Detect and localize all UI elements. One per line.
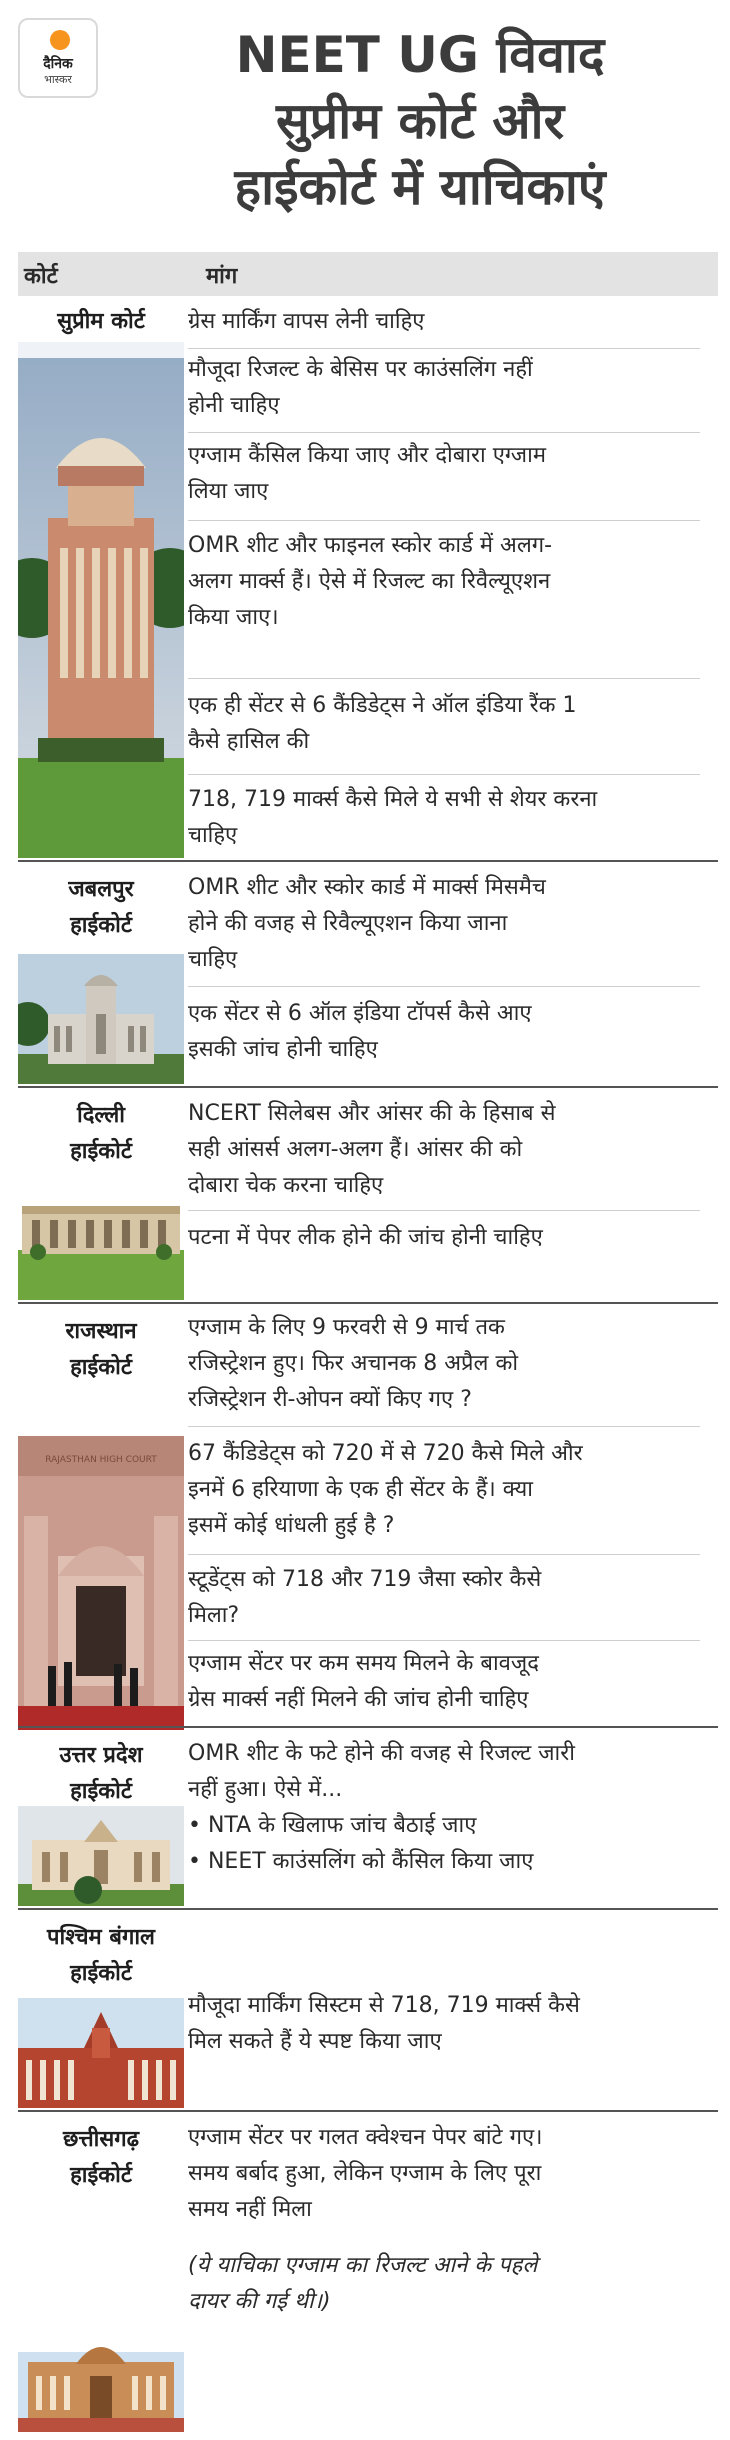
court-name-uttar-pradesh: [18, 1738, 184, 1810]
court-name-delhi: [18, 1098, 184, 1170]
supreme-court-building-image: [18, 298, 184, 858]
demand-item: [188, 1220, 700, 1256]
demand-text: नहीं हुआ। ऐसे में...: [188, 1777, 343, 1802]
demand-text: इसकी जांच होनी चाहिए: [188, 1037, 378, 1062]
demand-text: • NTA के खिलाफ जांच बैठाई जाए: [188, 1813, 477, 1838]
demand-text: लिया जाए: [188, 479, 269, 504]
demand-item: [188, 688, 700, 760]
court-name-west-bengal: [18, 1920, 184, 1992]
section-separator: [18, 860, 718, 862]
demand-item: [188, 1310, 700, 1418]
title-line-1: NEET UG विवाद: [235, 26, 605, 84]
demand-item: [188, 870, 700, 978]
demand-item: [188, 304, 700, 340]
title-line-2: सुप्रीम कोर्ट और: [275, 92, 565, 150]
demand-text: 67 कैंडिडेट्स को 720 में से 720 कैसे मिले और: [188, 1441, 583, 1466]
court-name-line-2: हाईकोर्ट: [70, 1355, 132, 1380]
dainik-bhaskar-logo: [18, 18, 98, 98]
row-divider: [188, 1640, 700, 1641]
sun-icon: [50, 30, 70, 50]
demand-text: एग्जाम सेंटर पर कम समय मिलने के बावजूद: [188, 1651, 539, 1676]
row-divider: [188, 986, 700, 987]
demand-item: [188, 1988, 700, 2060]
demand-text: होनी चाहिए: [188, 393, 280, 418]
court-name-jabalpur: [18, 872, 184, 944]
chhattisgarh-high-court-building-image: [18, 2252, 184, 2432]
demand-text: एक सेंटर से 6 ऑल इंडिया टॉपर्स कैसे आए: [188, 1001, 532, 1026]
demand-item: [188, 438, 700, 510]
header: [0, 0, 730, 240]
demand-item: [188, 1646, 700, 1718]
demand-text: OMR शीट के फटे होने की वजह से रिजल्ट जारी: [188, 1741, 575, 1766]
demand-text: एग्जाम सेंटर पर गलत क्वेश्चन पेपर बांटे गए।: [188, 2125, 543, 2150]
demand-text: मिल सकते हैं ये स्पष्ट किया जाए: [188, 2029, 442, 2054]
demand-text: OMR शीट और स्कोर कार्ड में मार्क्स मिसमैच: [188, 875, 546, 900]
demand-text: स्टूडेंट्स को 718 और 719 जैसा स्कोर कैसे: [188, 1567, 542, 1592]
court-name-line-1: छत्तीसगढ़: [63, 2127, 139, 2152]
image-sign-text: RAJASTHAN HIGH COURT: [45, 1455, 157, 1465]
row-divider: [188, 678, 700, 679]
demand-text: रजिस्ट्रेशन री-ओपन क्यों किए गए ?: [188, 1387, 472, 1412]
court-name-supreme-court: [18, 298, 184, 342]
section-separator: [18, 1086, 718, 1088]
demand-item: [188, 352, 700, 424]
demand-item: [188, 1096, 700, 1204]
court-name-line-1: उत्तर प्रदेश: [59, 1743, 143, 1768]
delhi-high-court-building-image: [18, 1170, 184, 1300]
demand-text: ग्रेस मार्किंग वापस लेनी चाहिए: [188, 309, 425, 334]
demand-item: [188, 528, 700, 636]
section-separator: [18, 1302, 718, 1304]
court-name-line-2: हाईकोर्ट: [70, 1139, 132, 1164]
demand-text: एग्जाम के लिए 9 फरवरी से 9 मार्च तक: [188, 1315, 505, 1340]
court-name-line-1: पश्चिम बंगाल: [47, 1925, 155, 1950]
court-name-rajasthan: [18, 1314, 184, 1386]
demand-text: ग्रेस मार्क्स नहीं मिलने की जांच होनी चाहिए: [188, 1687, 529, 1712]
logo-line-2: भास्कर: [44, 73, 72, 86]
court-name-line-2: हाईकोर्ट: [70, 913, 132, 938]
demand-text: OMR शीट और फाइनल स्कोर कार्ड में अलग-: [188, 533, 553, 558]
demand-text: एक ही सेंटर से 6 कैंडिडेट्स ने ऑल इंडिया रैंक 1: [188, 693, 577, 718]
row-divider: [188, 1210, 700, 1211]
table-header: [18, 252, 718, 296]
row-divider: [188, 774, 700, 775]
west-bengal-high-court-building-image: [18, 1998, 184, 2108]
demand-text: समय नहीं मिला: [188, 2197, 312, 2222]
demand-text: सही आंसर्स अलग-अलग हैं। आंसर की को: [188, 1137, 523, 1162]
demand-text: चाहिए: [188, 947, 238, 972]
logo-line-1: दैनिक: [43, 56, 73, 72]
column-header-demand: मांग: [206, 264, 238, 289]
court-name-chhattisgarh: [18, 2122, 184, 2194]
demand-text: मौजूदा मार्किंग सिस्टम से 718, 719 मार्क्स कैसे: [188, 1993, 580, 2018]
row-divider: [188, 432, 700, 433]
court-name-line-2: हाईकोर्ट: [70, 1961, 132, 1986]
court-image-panel: [18, 298, 184, 858]
section-separator: [18, 2110, 718, 2112]
demand-text: • NEET काउंसलिंग को कैंसिल किया जाए: [188, 1849, 534, 1874]
court-name-line-1: सुप्रीम कोर्ट: [57, 309, 145, 334]
demand-text: पटना में पेपर लीक होने की जांच होनी चाहिए: [188, 1225, 543, 1250]
demand-text: 718, 719 मार्क्स कैसे मिले ये सभी से शेयर करना: [188, 787, 598, 812]
court-image-panel: [18, 864, 184, 1084]
court-name-line-1: राजस्थान: [65, 1319, 137, 1344]
court-name-line-2: हाईकोर्ट: [70, 2163, 132, 2188]
demand-item: [188, 2120, 700, 2228]
demand-text: इनमें 6 हरियाणा के एक ही सेंटर के हैं। क्या: [188, 1477, 533, 1502]
row-divider: [188, 520, 700, 521]
title-line-3: हाईकोर्ट में याचिकाएं: [234, 158, 606, 216]
row-divider: [188, 1426, 700, 1427]
uttar-pradesh-high-court-building-image: [18, 1806, 184, 1906]
demand-item: [188, 782, 700, 854]
section-separator: [18, 1908, 718, 1910]
court-name-line-1: जबलपुर: [68, 877, 134, 902]
demand-text: अलग मार्क्स हैं। ऐसे में रिजल्ट का रिवैल्यूएशन: [188, 569, 551, 594]
court-name-line-1: दिल्ली: [77, 1103, 125, 1128]
court-image-panel: [18, 1912, 184, 2108]
demand-text: रजिस्ट्रेशन हुए। फिर अचानक 8 अप्रैल को: [188, 1351, 519, 1376]
row-divider: [188, 1554, 700, 1555]
demand-text: NCERT सिलेबस और आंसर की के हिसाब से: [188, 1101, 556, 1126]
court-name-line-2: हाईकोर्ट: [70, 1779, 132, 1804]
demand-text: होने की वजह से रिवैल्यूएशन किया जाना: [188, 911, 508, 936]
section-separator: [18, 1726, 718, 1728]
demand-item: [188, 996, 700, 1068]
demand-text: दोबारा चेक करना चाहिए: [188, 1173, 384, 1198]
demand-text: एग्जाम कैंसिल किया जाए और दोबारा एग्जाम: [188, 443, 546, 468]
demand-item: [188, 1436, 700, 1544]
demand-text: मिला?: [188, 1603, 240, 1628]
demand-text: चाहिए: [188, 823, 238, 848]
demand-item: [188, 1562, 700, 1634]
demand-text: मौजूदा रिजल्ट के बेसिस पर काउंसलिंग नहीं: [188, 357, 533, 382]
demand-text: (ये याचिका एग्जाम का रिजल्ट आने के पहले: [188, 2253, 538, 2278]
demand-text: इसमें कोई धांधली हुई है ?: [188, 1513, 395, 1538]
demand-item: [188, 1736, 700, 1880]
page-title: [120, 22, 720, 220]
court-image-panel: [18, 1090, 184, 1300]
demand-text: समय बर्बाद हुआ, लेकिन एग्जाम के लिए पूरा: [188, 2161, 542, 2186]
demand-text: किया जाए।: [188, 605, 279, 630]
demand-text: कैसे हासिल की: [188, 729, 310, 754]
demand-note: [188, 2248, 700, 2320]
column-header-court: कोर्ट: [24, 264, 58, 289]
jabalpur-high-court-building-image: [18, 954, 184, 1084]
row-divider: [188, 348, 700, 349]
court-image-panel: [18, 1730, 184, 1906]
demand-text: दायर की गई थी।): [188, 2289, 331, 2314]
court-image-panel: [18, 2114, 184, 2432]
